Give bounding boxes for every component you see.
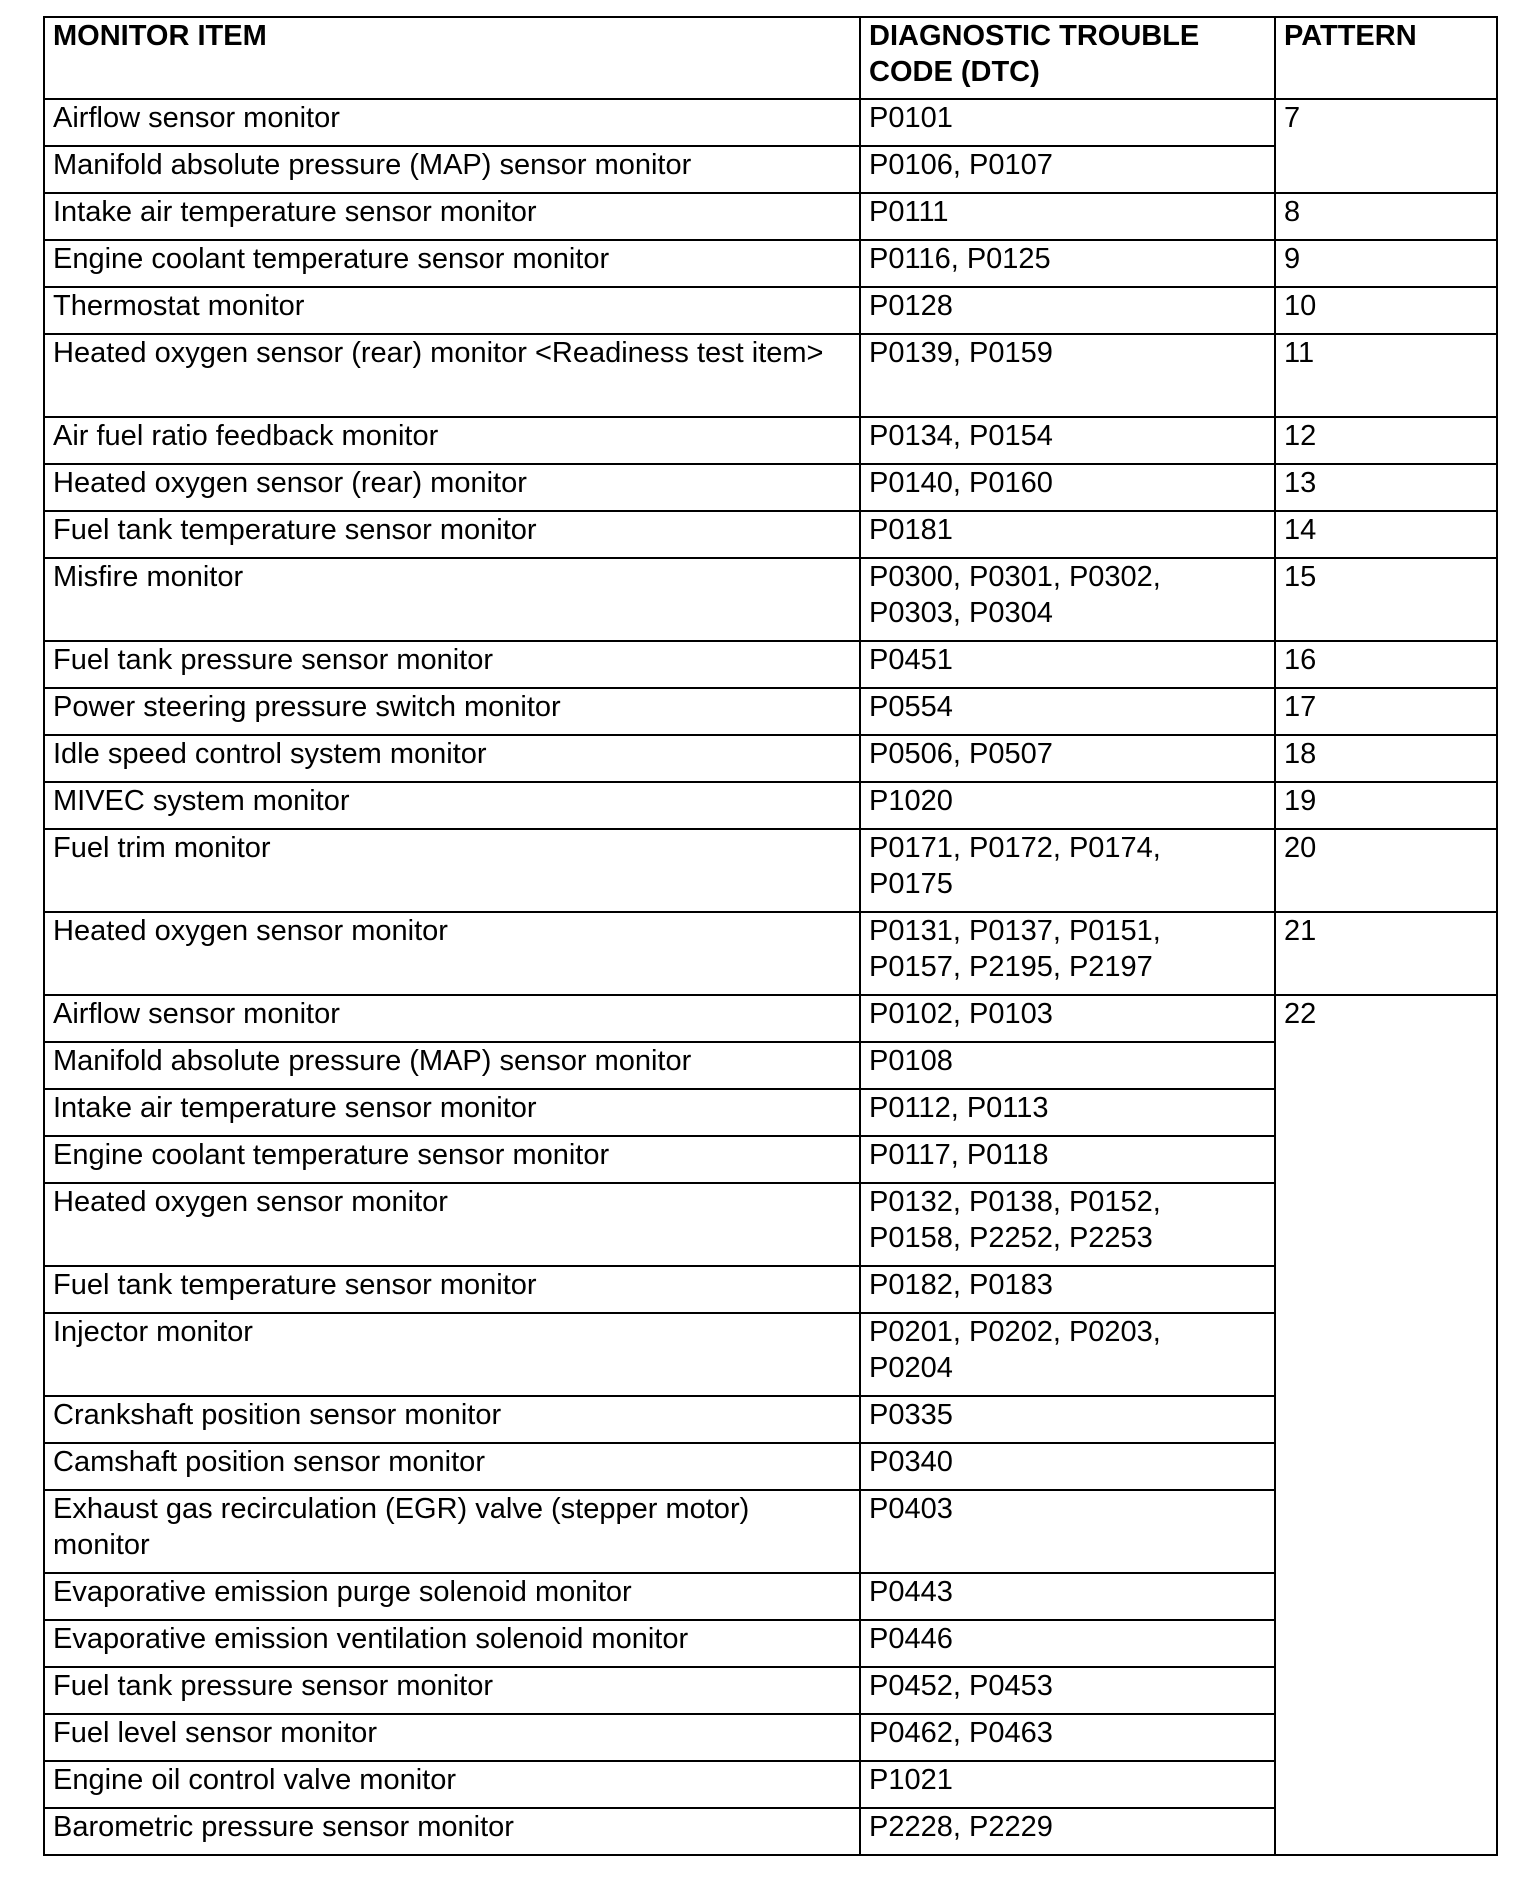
- dtc-code-cell: P1021: [860, 1761, 1275, 1808]
- monitor-item-cell: Heated oxygen sensor monitor: [44, 1183, 860, 1266]
- table-row: [44, 193, 1497, 240]
- monitor-item-cell: Fuel tank pressure sensor monitor: [44, 1667, 860, 1714]
- monitor-item-cell: Heated oxygen sensor monitor: [44, 912, 860, 995]
- dtc-code-cell: P0132, P0138, P0152, P0158, P2252, P2253: [860, 1183, 1275, 1266]
- dtc-code-cell: P0117, P0118: [860, 1136, 1275, 1183]
- table-row: [44, 558, 1497, 641]
- monitor-item-cell: Barometric pressure sensor monitor: [44, 1808, 860, 1855]
- dtc-code-cell: P0554: [860, 688, 1275, 735]
- dtc-code-cell: P0108: [860, 1042, 1275, 1089]
- dtc-code-cell: P0139, P0159: [860, 334, 1275, 417]
- dtc-code-cell: P0128: [860, 287, 1275, 334]
- pattern-cell: 21: [1275, 912, 1497, 995]
- pattern-cell: 10: [1275, 287, 1497, 334]
- monitor-item-cell: Injector monitor: [44, 1313, 860, 1396]
- table-row: [44, 417, 1497, 464]
- dtc-code-cell: P0451: [860, 641, 1275, 688]
- dtc-code-cell: P0171, P0172, P0174, P0175: [860, 829, 1275, 912]
- dtc-code-cell: P0340: [860, 1443, 1275, 1490]
- monitor-item-cell: Airflow sensor monitor: [44, 99, 860, 146]
- dtc-code-cell: P0101: [860, 99, 1275, 146]
- dtc-code-cell: P0446: [860, 1620, 1275, 1667]
- monitor-item-cell: Intake air temperature sensor monitor: [44, 1089, 860, 1136]
- pattern-cell: 13: [1275, 464, 1497, 511]
- table-body: [44, 99, 1497, 1855]
- pattern-cell: 7: [1275, 99, 1497, 193]
- monitor-item-cell: Fuel tank temperature sensor monitor: [44, 1266, 860, 1313]
- pattern-cell: 17: [1275, 688, 1497, 735]
- dtc-code-cell: P0134, P0154: [860, 417, 1275, 464]
- table-header-row: [44, 17, 1497, 99]
- table-row: [44, 287, 1497, 334]
- monitor-item-cell: Idle speed control system monitor: [44, 735, 860, 782]
- pattern-cell: 9: [1275, 240, 1497, 287]
- dtc-code-cell: P0443: [860, 1573, 1275, 1620]
- dtc-code-cell: P0462, P0463: [860, 1714, 1275, 1761]
- pattern-cell: 20: [1275, 829, 1497, 912]
- header-pattern: PATTERN: [1275, 17, 1497, 99]
- table-row: [44, 99, 1497, 146]
- dtc-code-cell: P0201, P0202, P0203, P0204: [860, 1313, 1275, 1396]
- table-row: [44, 511, 1497, 558]
- table-row: [44, 995, 1497, 1042]
- dtc-code-cell: P0452, P0453: [860, 1667, 1275, 1714]
- pattern-cell: 12: [1275, 417, 1497, 464]
- dtc-code-cell: P0131, P0137, P0151, P0157, P2195, P2197: [860, 912, 1275, 995]
- monitor-item-cell: MIVEC system monitor: [44, 782, 860, 829]
- monitor-item-cell: Exhaust gas recirculation (EGR) valve (stepper motor) monitor: [44, 1490, 860, 1573]
- dtc-code-cell: P0300, P0301, P0302, P0303, P0304: [860, 558, 1275, 641]
- pattern-cell: 8: [1275, 193, 1497, 240]
- monitor-item-cell: Fuel tank temperature sensor monitor: [44, 511, 860, 558]
- dtc-code-cell: P0335: [860, 1396, 1275, 1443]
- monitor-item-cell: Engine coolant temperature sensor monitor: [44, 1136, 860, 1183]
- monitor-item-cell: Power steering pressure switch monitor: [44, 688, 860, 735]
- dtc-code-cell: P1020: [860, 782, 1275, 829]
- table-row: [44, 829, 1497, 912]
- pattern-cell: 16: [1275, 641, 1497, 688]
- pattern-cell: 15: [1275, 558, 1497, 641]
- table-row: [44, 240, 1497, 287]
- monitor-item-cell: Engine coolant temperature sensor monitor: [44, 240, 860, 287]
- monitor-item-cell: Heated oxygen sensor (rear) monitor <Readiness test item>: [44, 334, 860, 417]
- table-row: [44, 782, 1497, 829]
- table-row: [44, 334, 1497, 417]
- dtc-code-cell: P0140, P0160: [860, 464, 1275, 511]
- monitor-item-cell: Fuel trim monitor: [44, 829, 860, 912]
- dtc-code-cell: P0181: [860, 511, 1275, 558]
- dtc-code-cell: P0102, P0103: [860, 995, 1275, 1042]
- table-row: [44, 641, 1497, 688]
- monitor-item-cell: Manifold absolute pressure (MAP) sensor monitor: [44, 146, 860, 193]
- header-dtc: DIAGNOSTIC TROUBLE CODE (DTC): [860, 17, 1275, 99]
- monitor-item-cell: Heated oxygen sensor (rear) monitor: [44, 464, 860, 511]
- monitor-item-cell: Intake air temperature sensor monitor: [44, 193, 860, 240]
- monitor-item-cell: Misfire monitor: [44, 558, 860, 641]
- header-monitor-item: MONITOR ITEM: [44, 17, 860, 99]
- dtc-code-cell: P0106, P0107: [860, 146, 1275, 193]
- monitor-item-cell: Airflow sensor monitor: [44, 995, 860, 1042]
- pattern-cell: 14: [1275, 511, 1497, 558]
- table-row: [44, 464, 1497, 511]
- table-row: [44, 735, 1497, 782]
- pattern-cell: 18: [1275, 735, 1497, 782]
- table-row: [44, 912, 1497, 995]
- monitor-item-cell: Camshaft position sensor monitor: [44, 1443, 860, 1490]
- monitor-item-cell: Air fuel ratio feedback monitor: [44, 417, 860, 464]
- dtc-monitor-table: [43, 16, 1498, 1856]
- monitor-item-cell: Evaporative emission ventilation solenoid monitor: [44, 1620, 860, 1667]
- dtc-code-cell: P0116, P0125: [860, 240, 1275, 287]
- pattern-cell: 11: [1275, 334, 1497, 417]
- monitor-item-cell: Evaporative emission purge solenoid monitor: [44, 1573, 860, 1620]
- monitor-item-cell: Thermostat monitor: [44, 287, 860, 334]
- pattern-cell: 22: [1275, 995, 1497, 1855]
- monitor-item-cell: Fuel tank pressure sensor monitor: [44, 641, 860, 688]
- monitor-item-cell: Engine oil control valve monitor: [44, 1761, 860, 1808]
- dtc-code-cell: P0182, P0183: [860, 1266, 1275, 1313]
- monitor-item-cell: Fuel level sensor monitor: [44, 1714, 860, 1761]
- pattern-cell: 19: [1275, 782, 1497, 829]
- dtc-code-cell: P2228, P2229: [860, 1808, 1275, 1855]
- monitor-item-cell: Manifold absolute pressure (MAP) sensor monitor: [44, 1042, 860, 1089]
- table-row: [44, 688, 1497, 735]
- dtc-code-cell: P0506, P0507: [860, 735, 1275, 782]
- dtc-code-cell: P0111: [860, 193, 1275, 240]
- dtc-code-cell: P0112, P0113: [860, 1089, 1275, 1136]
- monitor-item-cell: Crankshaft position sensor monitor: [44, 1396, 860, 1443]
- dtc-code-cell: P0403: [860, 1490, 1275, 1573]
